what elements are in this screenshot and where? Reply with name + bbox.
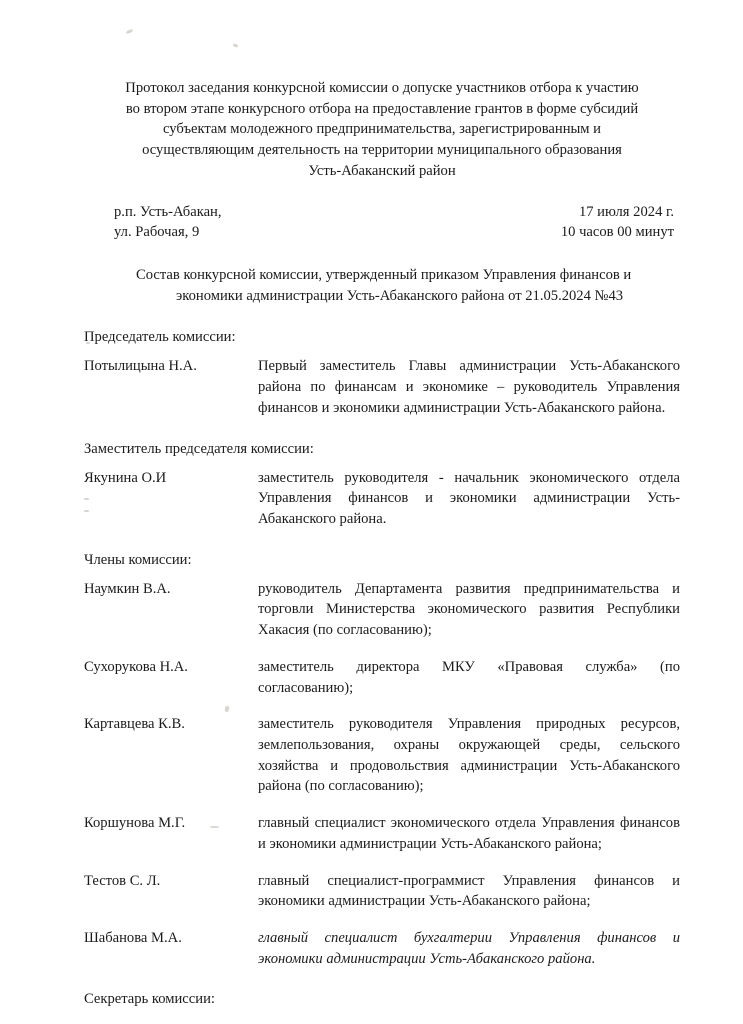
member-role: главный специалист-программист Управления финансов и экономики администрации Усть-Абаканского района;	[258, 872, 680, 910]
place-line-2: ул. Рабочая, 9	[114, 224, 200, 241]
document-title	[97, 78, 667, 182]
meta-datetime	[561, 202, 680, 243]
composition-line-2: экономики администрации Усть-Абаканского района от 21.05.2024 №43	[176, 288, 624, 305]
title-line-5: Усть-Абаканский район	[308, 162, 456, 179]
section-deputy-label: Заместитель председателя комиссии:	[84, 440, 314, 457]
member-name: Тестов С. Л.	[84, 872, 161, 889]
member-entry	[84, 579, 680, 641]
chair-role: Первый заместитель Главы администрации Усть-Абаканского района по финансам и экономике – руководитель Управления финансов и экономики администрации Усть-Абаканского района.	[258, 358, 680, 416]
section-members-label: Члены комиссии:	[84, 551, 192, 568]
title-line-1: Протокол заседания конкурсной комиссии о допуске участников отбора к участию	[125, 80, 639, 96]
deputy-name: Якунина О.И	[84, 469, 167, 486]
section-secretary-label: Секретарь комиссии:	[84, 991, 215, 1008]
place-line-1: р.п. Усть-Абакан,	[114, 203, 222, 220]
chair-entry	[84, 356, 680, 418]
title-line-2: во втором этапе конкурсного отбора на предоставление грантов в форме субсидий	[125, 100, 639, 117]
member-role: главный специалист бухгалтерии Управления финансов и экономики администрации Усть-Абаканского района.	[258, 930, 680, 967]
member-name: Наумкин В.А.	[84, 580, 171, 597]
member-name: Картавцева К.В.	[84, 716, 185, 733]
composition-line-1: Состав конкурсной комиссии, утвержденный приказом Управления финансов и	[136, 267, 632, 284]
meeting-date: 17 июля 2024 г.	[578, 203, 674, 220]
meta-place	[84, 202, 222, 243]
deputy-entry	[84, 468, 680, 530]
title-line-4: осуществляющим деятельность на территории муниципального образования	[142, 142, 622, 159]
member-entry	[84, 813, 680, 854]
commission-composition	[84, 265, 680, 307]
member-name: Шабанова М.А.	[84, 930, 182, 946]
member-role: заместитель руководителя Управления природных ресурсов, землепользования, охраны окружающей среды, сельского хозяйства и продовольствия администрации Усть-Абаканского района (по согласованию);	[258, 716, 680, 795]
member-role: главный специалист экономического отдела Управления финансов и экономики администрации Усть-Абаканского района;	[258, 815, 680, 852]
member-entry	[84, 657, 680, 698]
document-body	[84, 78, 680, 1018]
member-role: заместитель директора МКУ «Правовая служба» (по согласованию);	[258, 658, 680, 696]
member-role: руководитель Департамента развития предпринимательства и торговли Министерства экономического развития Республики Хакасия (по согласованию);	[258, 580, 680, 639]
deputy-role: заместитель руководителя - начальник экономического отдела Управления финансов и экономики администрации Усть-Абаканского района.	[258, 469, 680, 527]
member-entry	[84, 714, 680, 797]
member-name: Сухорукова Н.А.	[84, 658, 188, 675]
member-entry	[84, 928, 680, 969]
scan-speck	[126, 29, 134, 35]
document-meta	[84, 202, 680, 243]
member-entry	[84, 871, 680, 912]
member-name: Коршунова М.Г.	[84, 815, 186, 832]
chair-name: Потылицына Н.А.	[84, 358, 197, 375]
scan-speck	[233, 43, 239, 48]
section-chair-label: Председатель комиссии:	[84, 329, 236, 346]
meeting-time: 10 часов 00 минут	[560, 224, 674, 241]
title-line-3: субъектам молодежного предпринимательства, зарегистрированным и	[163, 121, 601, 138]
